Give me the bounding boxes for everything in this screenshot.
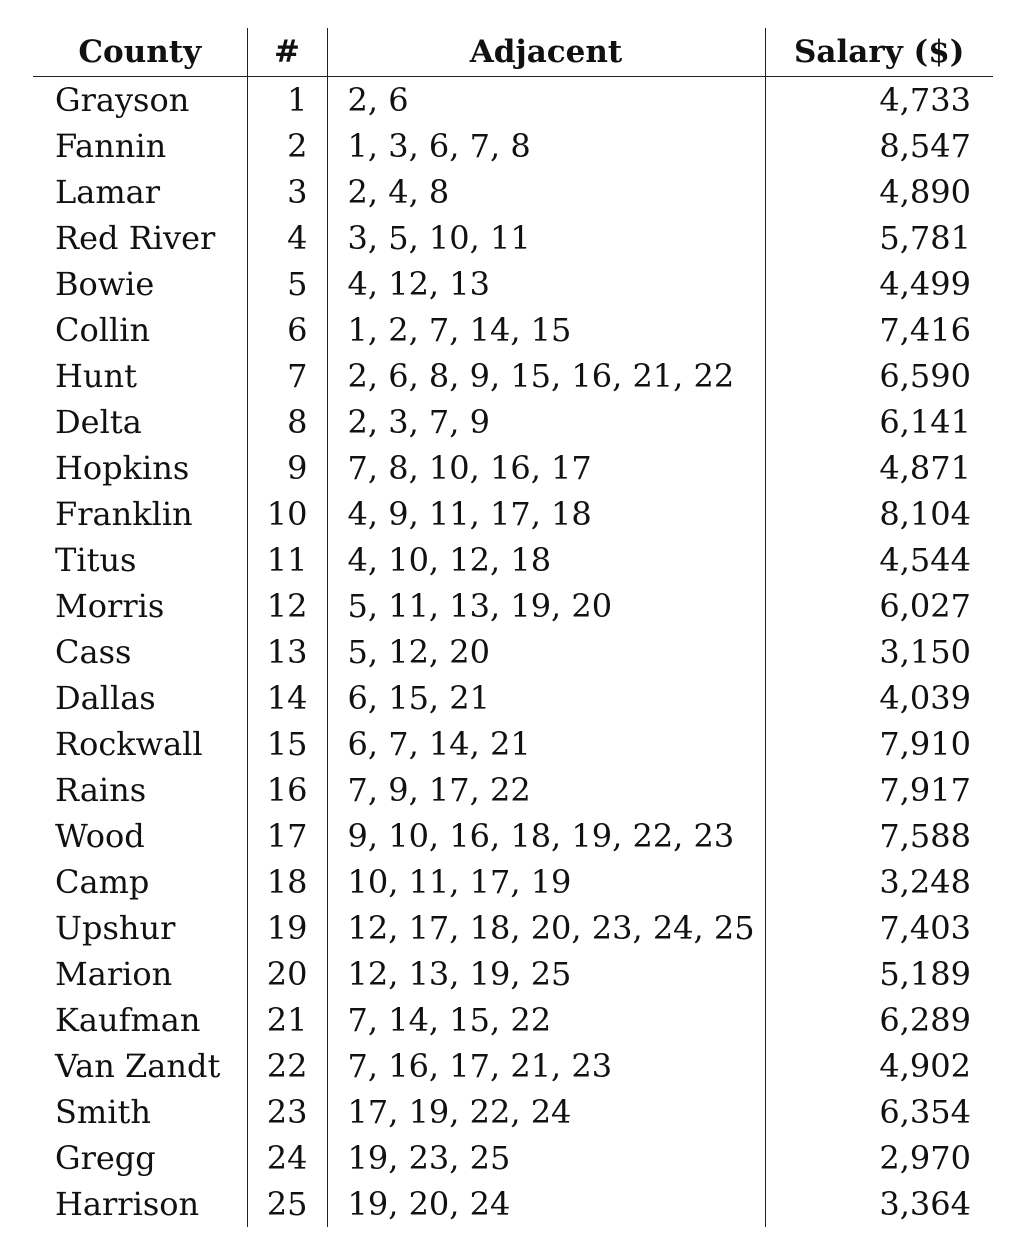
cell-county: Rockwall bbox=[33, 721, 247, 767]
cell-adjacent: 5, 12, 20 bbox=[327, 629, 765, 675]
cell-salary: 6,590 bbox=[879, 357, 971, 395]
cell-number: 4 bbox=[247, 215, 327, 261]
cell-adjacent: 3, 5, 10, 11 bbox=[327, 215, 765, 261]
cell-adjacent: 12, 13, 19, 25 bbox=[327, 951, 765, 997]
table-row bbox=[33, 905, 993, 951]
cell-adjacent: 17, 19, 22, 24 bbox=[327, 1089, 765, 1135]
table-row bbox=[33, 629, 993, 675]
cell-number: 25 bbox=[247, 1181, 327, 1227]
cell-number: 19 bbox=[247, 905, 327, 951]
cell-number: 23 bbox=[247, 1089, 327, 1135]
cell-number: 21 bbox=[247, 997, 327, 1043]
cell-number: 16 bbox=[247, 767, 327, 813]
cell-salary: 7,910 bbox=[879, 725, 971, 763]
cell-salary: 7,403 bbox=[879, 909, 971, 947]
cell-salary: 8,547 bbox=[879, 127, 971, 165]
cell-county: Dallas bbox=[33, 675, 247, 721]
cell-number: 9 bbox=[247, 445, 327, 491]
header-salary: Salary ($) bbox=[765, 28, 993, 77]
cell-number: 22 bbox=[247, 1043, 327, 1089]
cell-county: Red River bbox=[33, 215, 247, 261]
table-row bbox=[33, 399, 993, 445]
table-row bbox=[33, 307, 993, 353]
cell-adjacent: 2, 6 bbox=[327, 77, 765, 124]
cell-county: Morris bbox=[33, 583, 247, 629]
cell-adjacent: 7, 9, 17, 22 bbox=[327, 767, 765, 813]
table-row bbox=[33, 1043, 993, 1089]
cell-number: 12 bbox=[247, 583, 327, 629]
cell-county: Cass bbox=[33, 629, 247, 675]
cell-county: Hunt bbox=[33, 353, 247, 399]
cell-number: 6 bbox=[247, 307, 327, 353]
cell-adjacent: 1, 2, 7, 14, 15 bbox=[327, 307, 765, 353]
cell-adjacent: 7, 16, 17, 21, 23 bbox=[327, 1043, 765, 1089]
cell-salary: 6,354 bbox=[879, 1093, 971, 1131]
cell-number: 24 bbox=[247, 1135, 327, 1181]
cell-salary: 7,917 bbox=[879, 771, 971, 809]
cell-salary: 4,733 bbox=[879, 81, 971, 119]
cell-number: 20 bbox=[247, 951, 327, 997]
cell-county: Upshur bbox=[33, 905, 247, 951]
cell-number: 3 bbox=[247, 169, 327, 215]
table-row bbox=[33, 537, 993, 583]
cell-salary: 7,416 bbox=[879, 311, 971, 349]
cell-county: Fannin bbox=[33, 123, 247, 169]
cell-salary: 6,027 bbox=[879, 587, 971, 625]
cell-county: Van Zandt bbox=[33, 1043, 247, 1089]
cell-salary: 6,141 bbox=[879, 403, 971, 441]
cell-number: 17 bbox=[247, 813, 327, 859]
cell-adjacent: 7, 8, 10, 16, 17 bbox=[327, 445, 765, 491]
cell-county: Wood bbox=[33, 813, 247, 859]
table-row bbox=[33, 77, 993, 124]
cell-county: Franklin bbox=[33, 491, 247, 537]
table-row bbox=[33, 675, 993, 721]
table-row bbox=[33, 1089, 993, 1135]
cell-county: Collin bbox=[33, 307, 247, 353]
cell-salary: 7,588 bbox=[879, 817, 971, 855]
cell-number: 18 bbox=[247, 859, 327, 905]
table-row bbox=[33, 169, 993, 215]
cell-salary: 2,970 bbox=[879, 1139, 971, 1177]
table-row bbox=[33, 445, 993, 491]
cell-adjacent: 2, 4, 8 bbox=[327, 169, 765, 215]
cell-adjacent: 19, 20, 24 bbox=[327, 1181, 765, 1227]
cell-county: Grayson bbox=[33, 77, 247, 124]
cell-number: 1 bbox=[247, 77, 327, 124]
table-row bbox=[33, 1135, 993, 1181]
cell-county: Smith bbox=[33, 1089, 247, 1135]
cell-county: Marion bbox=[33, 951, 247, 997]
table-row bbox=[33, 767, 993, 813]
cell-number: 10 bbox=[247, 491, 327, 537]
cell-salary: 4,499 bbox=[879, 265, 971, 303]
table-row bbox=[33, 1181, 993, 1227]
table-row bbox=[33, 813, 993, 859]
cell-adjacent: 6, 7, 14, 21 bbox=[327, 721, 765, 767]
cell-salary: 5,781 bbox=[879, 219, 971, 257]
table-row bbox=[33, 859, 993, 905]
cell-adjacent: 6, 15, 21 bbox=[327, 675, 765, 721]
cell-number: 7 bbox=[247, 353, 327, 399]
table-row bbox=[33, 353, 993, 399]
cell-number: 11 bbox=[247, 537, 327, 583]
cell-salary: 4,890 bbox=[879, 173, 971, 211]
cell-adjacent: 4, 9, 11, 17, 18 bbox=[327, 491, 765, 537]
cell-salary: 3,364 bbox=[879, 1185, 971, 1223]
table-row bbox=[33, 261, 993, 307]
cell-salary: 3,248 bbox=[879, 863, 971, 901]
cell-adjacent: 10, 11, 17, 19 bbox=[327, 859, 765, 905]
cell-adjacent: 9, 10, 16, 18, 19, 22, 23 bbox=[327, 813, 765, 859]
cell-county: Titus bbox=[33, 537, 247, 583]
cell-salary: 4,902 bbox=[879, 1047, 971, 1085]
cell-number: 8 bbox=[247, 399, 327, 445]
cell-adjacent: 2, 3, 7, 9 bbox=[327, 399, 765, 445]
cell-salary: 4,544 bbox=[879, 541, 971, 579]
cell-county: Camp bbox=[33, 859, 247, 905]
cell-adjacent: 1, 3, 6, 7, 8 bbox=[327, 123, 765, 169]
table-row bbox=[33, 491, 993, 537]
cell-adjacent: 5, 11, 13, 19, 20 bbox=[327, 583, 765, 629]
table-header-row bbox=[33, 28, 993, 77]
cell-number: 15 bbox=[247, 721, 327, 767]
cell-salary: 5,189 bbox=[879, 955, 971, 993]
cell-adjacent: 2, 6, 8, 9, 15, 16, 21, 22 bbox=[327, 353, 765, 399]
table-row bbox=[33, 721, 993, 767]
table-row bbox=[33, 123, 993, 169]
cell-number: 14 bbox=[247, 675, 327, 721]
county-table bbox=[33, 28, 993, 1227]
cell-adjacent: 19, 23, 25 bbox=[327, 1135, 765, 1181]
table-row bbox=[33, 215, 993, 261]
table-row bbox=[33, 997, 993, 1043]
cell-salary: 8,104 bbox=[879, 495, 971, 533]
table-row bbox=[33, 951, 993, 997]
cell-number: 5 bbox=[247, 261, 327, 307]
cell-salary: 4,871 bbox=[879, 449, 971, 487]
cell-county: Delta bbox=[33, 399, 247, 445]
table-row bbox=[33, 583, 993, 629]
county-table-container bbox=[33, 28, 993, 1227]
cell-salary: 3,150 bbox=[879, 633, 971, 671]
cell-adjacent: 7, 14, 15, 22 bbox=[327, 997, 765, 1043]
cell-county: Lamar bbox=[33, 169, 247, 215]
cell-number: 2 bbox=[247, 123, 327, 169]
header-county: County bbox=[33, 28, 247, 77]
table-body bbox=[33, 77, 993, 1228]
cell-county: Gregg bbox=[33, 1135, 247, 1181]
cell-county: Kaufman bbox=[33, 997, 247, 1043]
cell-adjacent: 4, 12, 13 bbox=[327, 261, 765, 307]
header-adjacent: Adjacent bbox=[327, 28, 765, 77]
cell-adjacent: 4, 10, 12, 18 bbox=[327, 537, 765, 583]
cell-county: Rains bbox=[33, 767, 247, 813]
cell-adjacent: 12, 17, 18, 20, 23, 24, 25 bbox=[327, 905, 765, 951]
cell-number: 13 bbox=[247, 629, 327, 675]
cell-salary: 4,039 bbox=[879, 679, 971, 717]
header-number: # bbox=[247, 28, 327, 77]
cell-salary: 6,289 bbox=[879, 1001, 971, 1039]
cell-county: Harrison bbox=[33, 1181, 247, 1227]
cell-county: Bowie bbox=[33, 261, 247, 307]
cell-county: Hopkins bbox=[33, 445, 247, 491]
